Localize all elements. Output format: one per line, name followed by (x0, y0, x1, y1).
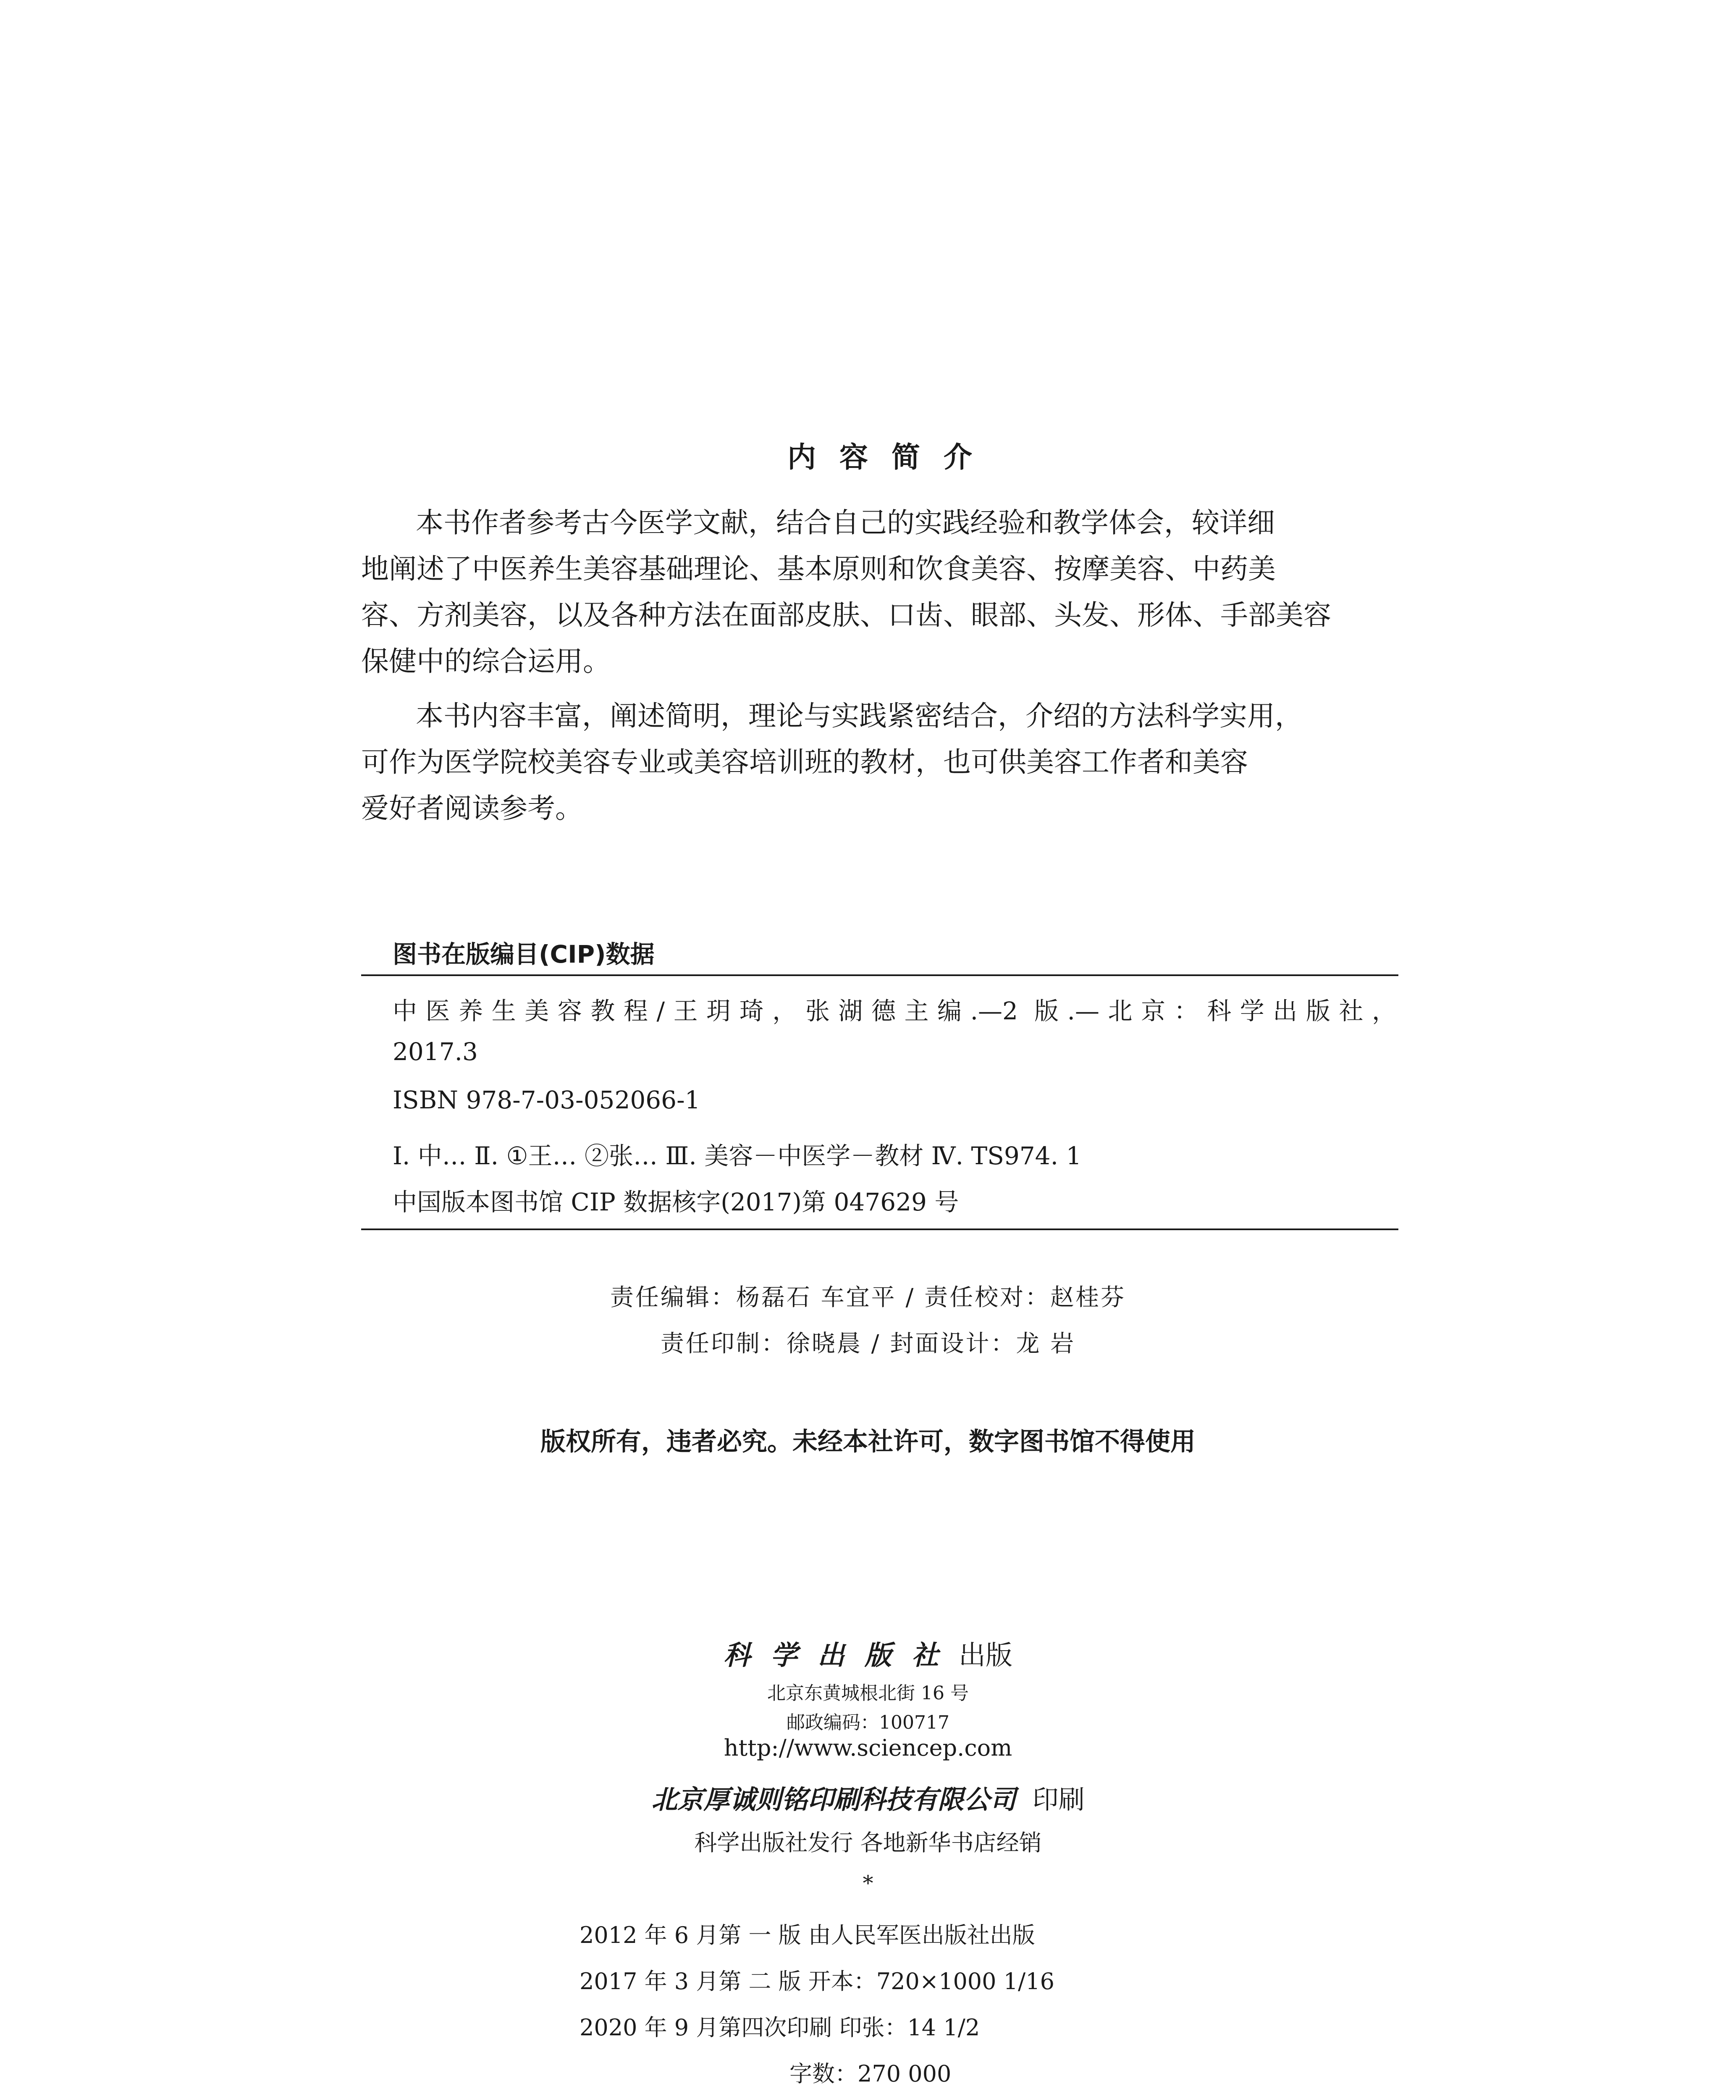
rights-notice: 版权所有，违者必究。未经本社许可，数字图书馆不得使用 (540, 1427, 1196, 1457)
printer-name: 北京厚诚则铭印刷科技有限公司 (651, 1784, 1016, 1815)
word-count: 字数：270 000 (789, 2061, 952, 2087)
summary-paragraph-1-line-1: 本书作者参考古今医学文献，结合自己的实践经验和教学体会，较详细 (416, 507, 1275, 539)
cip-heading: 图书在版编目(CIP)数据 (393, 940, 655, 969)
publisher-website: http://www.sciencep.com (724, 1735, 1012, 1761)
edition-line-2: 2017 年 3 月第 二 版 开本：720×1000 1/16 (580, 1968, 1054, 1995)
cip-title-line: 中医养生美容教程/王玥琦，张湖德主编.—2 版.—北京：科学出版社， (393, 997, 1396, 1025)
publisher-line (0, 1634, 1736, 1672)
distribution-line: 科学出版社发行 各地新华书店经销 (694, 1830, 1042, 1856)
summary-paragraph-1-line-2: 地阐述了中医养生美容基础理论、基本原则和饮食美容、按摩美容、中药美 (361, 553, 1276, 585)
separator-asterisk: * (863, 1871, 873, 1895)
summary-paragraph-1-line-3: 容、方剂美容，以及各种方法在面部皮肤、口齿、眼部、头发、形体、手部美容 (361, 599, 1331, 631)
publisher-address: 北京东黄城根北街 16 号 (767, 1683, 969, 1704)
edition-line-3: 2020 年 9 月第四次印刷 印张：14 1/2 (580, 2014, 980, 2041)
printer-suffix: 印刷 (1032, 1784, 1085, 1815)
publisher-name: 科学出版社 (724, 1640, 959, 1671)
printer-line (0, 1779, 1736, 1816)
summary-paragraph-2-line-1: 本书内容丰富，阐述简明，理论与实践紧密结合，介绍的方法科学实用， (416, 700, 1303, 732)
cip-verification-number: 中国版本图书馆 CIP 数据核字(2017)第 047629 号 (393, 1188, 959, 1216)
cip-isbn: ISBN 978-7-03-052066-1 (393, 1086, 700, 1114)
edition-line-1: 2012 年 6 月第 一 版 由人民军医出版社出版 (580, 1922, 1035, 1948)
publisher-postcode: 邮政编码：100717 (787, 1712, 949, 1733)
summary-title: 内容简介 (787, 441, 996, 474)
cip-classification: Ⅰ. 中… Ⅱ. ①王… ②张… Ⅲ. 美容－中医学－教材 Ⅳ. TS974. 1 (393, 1142, 1082, 1170)
cip-top-rule (361, 974, 1398, 976)
summary-paragraph-2-line-2: 可作为医学院校美容专业或美容培训班的教材，也可供美容工作者和美容 (361, 746, 1248, 778)
credits-editors: 责任编辑：杨磊石 车宜平 / 责任校对：赵桂芬 (610, 1284, 1126, 1311)
summary-paragraph-1-line-4: 保健中的综合运用。 (361, 645, 611, 677)
summary-paragraph-2-line-3: 爱好者阅读参考。 (361, 792, 583, 824)
cip-bottom-rule (361, 1228, 1398, 1230)
credits-production: 责任印制：徐晓晨 / 封面设计：龙 岩 (660, 1330, 1076, 1357)
cip-date-line: 2017.3 (393, 1037, 478, 1066)
publisher-suffix: 出版 (959, 1640, 1012, 1671)
